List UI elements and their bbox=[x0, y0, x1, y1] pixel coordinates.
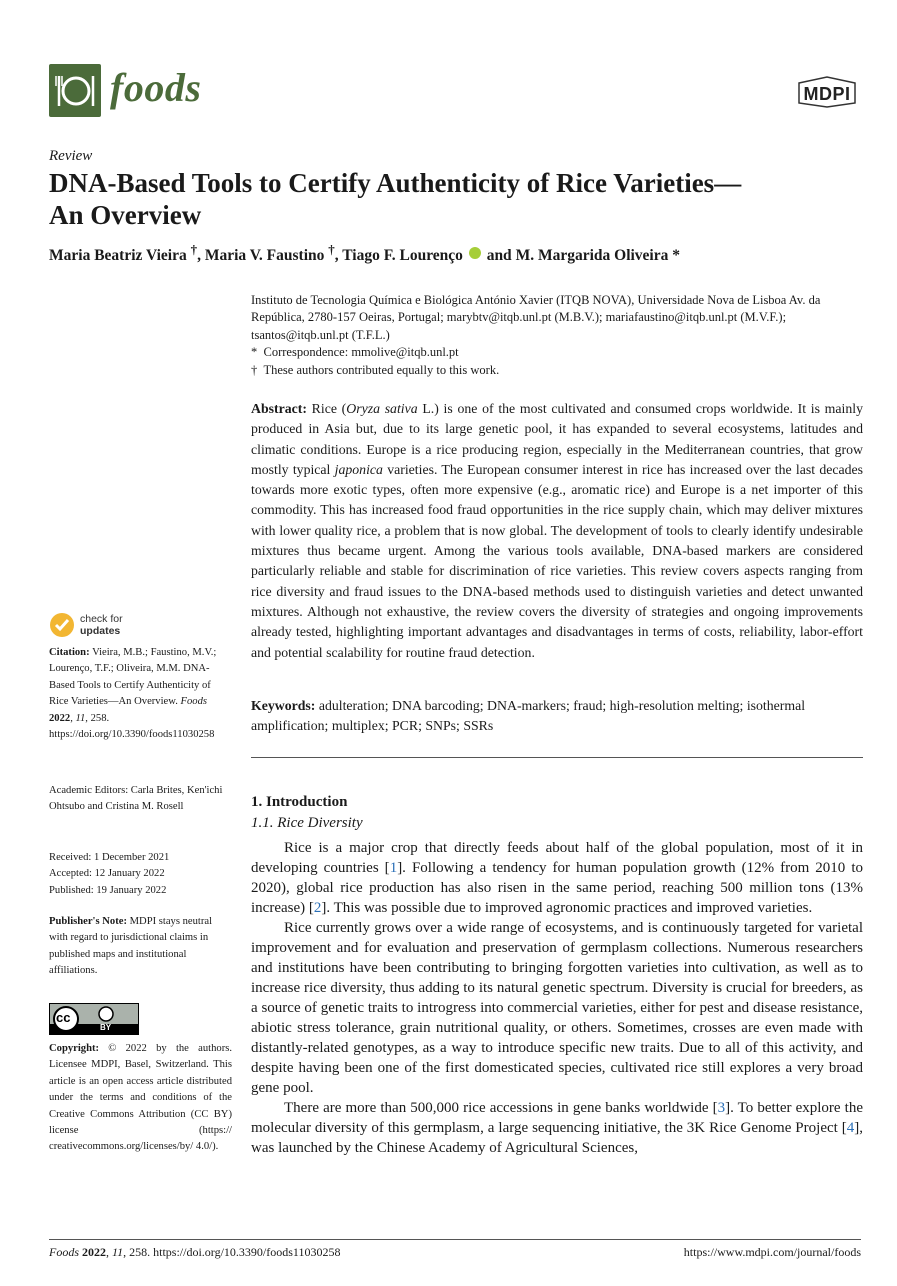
author-name[interactable]: Tiago F. Lourenço bbox=[342, 247, 463, 265]
citation-label: Citation: bbox=[49, 647, 90, 658]
keywords-label: Keywords: bbox=[251, 698, 316, 713]
body-paragraph bbox=[251, 1098, 863, 1158]
correspondence-mark: * bbox=[251, 345, 258, 360]
author-name[interactable]: Maria Beatriz Vieira bbox=[49, 247, 187, 265]
citation-text: Vieira, M.B.; Faustino, M.V.; Lourenço, T.F.; Oliveira, M.M. DNA-Based Tools to Certify Authenticity of Rice Varieties—An Overview. bbox=[49, 647, 217, 708]
reference-link[interactable]: 2 bbox=[313, 900, 322, 916]
body-text-run: ], was launched by the Chinese Academy of Agricultural Sciences, bbox=[251, 1120, 863, 1156]
abstract-text: Rice ( bbox=[311, 401, 347, 416]
abstract-label: Abstract: bbox=[251, 401, 307, 416]
copyright-label: Copyright: bbox=[49, 1043, 100, 1054]
published-date: Published: 19 January 2022 bbox=[49, 884, 167, 896]
article-type: Review bbox=[49, 148, 93, 164]
body-text-run: Rice is a major crop that directly feeds about half of the global population, most of it in developing countries [ bbox=[251, 840, 863, 876]
section-divider bbox=[251, 757, 863, 758]
abstract-species: Oryza sativa bbox=[346, 401, 418, 416]
publisher-note-label: Publisher's Note: bbox=[49, 916, 127, 927]
footer-citation: Foods 2022, 11, 258. https://doi.org/10.3390/foods11030258 bbox=[49, 1245, 341, 1259]
reference-link[interactable]: 3 bbox=[717, 1100, 726, 1116]
copyright-block bbox=[49, 1041, 232, 1156]
by-label: BY bbox=[100, 1023, 112, 1032]
section-heading: 1. Introduction bbox=[251, 794, 348, 810]
footer-year: 2022 bbox=[82, 1245, 106, 1259]
citation-block: Citation: Vieira, M.B.; Faustino, M.V.; Lourenço, T.F.; Oliveira, M.M. DNA-Based Tools to Certify Authenticity of Rice Varieties—An Overview. Foods 2022, 11, 258. https://doi.org/10.3390/foods11030258 bbox=[49, 647, 217, 741]
body-text-run: There are more than 500,000 rice accessions in gene banks worldwide [ bbox=[284, 1100, 718, 1116]
journal-logo-icon bbox=[49, 64, 101, 117]
check-updates-line: updates bbox=[80, 625, 121, 637]
check-updates-icon[interactable] bbox=[49, 612, 75, 638]
affiliation-text: Instituto de Tecnologia Química e Biológica António Xavier (ITQB NOVA), Universidade Nova de Lisboa Av. da República, 2780-157 Oeiras, Portugal; marybtv@itqb.unl.pt (M.B.V.); mariafaustino@itqb.unl.pt (M.V.F.); tsantos@itqb.unl.pt (T.F.L.) bbox=[251, 293, 821, 342]
abstract-text: L.) is one of the most cultivated and consumed crops worldwide. It is mainly produced in Asia but, due to its large genetic pool, it has expanded to several ecosystems, latitudes and climatic conditions. Europe is a rice producing region, especially in the Mediterranean countries, that grow mostly typical bbox=[251, 401, 863, 477]
abstract-text: varieties. The European consumer interest in rice has increased over the last decades towards more exotic types, often more expensive (e.g., aromatic rice) and Europe is a net importer of this commodity. This has increased food fraud opportunities in the rice supply chain, which may deliver mixtures with lower quality rice, a problem that is now global. The development of tools to clearly identify undesirable mixtures thus became urgent. Among the various tools available, DNA-based markers are considered particularly reliable and stable for discrimination of rice varieties. This review covers aspects ranging from rice diversity and fraud issues to the DNA-based methods used to distinguish varieties and detect unwanted mixtures. Although not exhaustive, the review covers the diversity of strategies and ongoing improvements already tested, highlighting important advantages and disadvantages in terms of costs, reliability, labor-effort and potential scalability for routine fraud detection. bbox=[251, 461, 863, 660]
publisher-note bbox=[49, 914, 232, 980]
body-paragraph bbox=[251, 838, 863, 918]
journal-name: foods bbox=[110, 65, 202, 110]
orcid-icon[interactable] bbox=[469, 247, 481, 259]
footer-volume: 11 bbox=[112, 1245, 124, 1259]
abstract-italic-term: japonica bbox=[334, 461, 383, 477]
cc-label: cc bbox=[56, 1010, 71, 1025]
author-conjunction: and bbox=[486, 247, 512, 265]
footer-journal: Foods bbox=[49, 1245, 79, 1259]
cc-by-license-icon[interactable] bbox=[49, 1003, 139, 1035]
article-title: DNA-Based Tools to Certify Authenticity of Rice Varieties—An Overview bbox=[49, 168, 742, 230]
publisher-logo bbox=[793, 75, 861, 109]
dates-block bbox=[49, 850, 232, 899]
reference-link[interactable]: 4 bbox=[846, 1120, 855, 1136]
reference-link[interactable]: 1 bbox=[389, 860, 398, 876]
publisher-note-text: MDPI stays neutral with regard to jurisdictional claims in published maps and institutional affiliations. bbox=[49, 916, 213, 977]
accepted-date: Accepted: 12 January 2022 bbox=[49, 868, 165, 880]
affiliation-block bbox=[251, 292, 863, 379]
correspondence-mark: * bbox=[672, 247, 680, 265]
keywords-text: adulteration; DNA barcoding; DNA-markers; fraud; high-resolution melting; isothermal amplification; multiplex; PCR; SNPs; SSRs bbox=[251, 698, 806, 734]
citation-journal: Foods bbox=[180, 696, 207, 708]
body-text-run: ]. Following a tendency for human population growth (12% from 2010 to 2020), global rice production has also risen in the same period, reaching 500 million tons (13% increase) [ bbox=[251, 860, 863, 916]
author-name[interactable]: M. Margarida Oliveira bbox=[515, 247, 669, 265]
equal-contribution-mark: † bbox=[251, 362, 258, 377]
copyright-text: © 2022 by the authors. Licensee MDPI, Basel, Switzerland. This article is an open access article distributed under the terms and conditions of the Creative Commons Attribution (CC BY) license (https:// creativecommons.org/licenses/by/ 4.0/). bbox=[49, 1043, 232, 1153]
author-name[interactable]: Maria V. Faustino bbox=[204, 247, 325, 265]
received-date: Received: 1 December 2021 bbox=[49, 852, 170, 863]
footer-divider bbox=[49, 1239, 861, 1240]
citation-year: 2022 bbox=[49, 712, 71, 724]
body-text-run: ]. To better explore the molecular diversity of this germplasm, a large sequencing initiative, the 3K Rice Genome Project [ bbox=[251, 1100, 863, 1136]
subsection-heading: 1.1. Rice Diversity bbox=[251, 815, 363, 831]
check-updates-button[interactable] bbox=[80, 613, 123, 637]
citation-volume: 11 bbox=[75, 712, 86, 724]
correspondence-note: Correspondence: mmolive@itqb.unl.pt bbox=[263, 345, 459, 360]
equal-contribution-mark: † bbox=[190, 242, 198, 257]
publisher-name: MDPI bbox=[803, 84, 851, 104]
equal-contribution-note: These authors contributed equally to this work. bbox=[263, 362, 500, 377]
keywords bbox=[251, 696, 863, 737]
equal-contribution-mark: † bbox=[328, 242, 335, 257]
abstract bbox=[251, 399, 863, 663]
footer-doi[interactable]: , 258. https://doi.org/10.3390/foods11030258 bbox=[123, 1245, 341, 1259]
check-updates-line: check for bbox=[80, 613, 123, 625]
body-paragraph: Rice currently grows over a wide range of ecosystems, and is continuously targeted for varietal improvement and for evaluation and preservation of germplasm collections. Numerous researchers and institutions have been contributing to bringing forgotten varieties into cultivation, as well as to increase rice diversity, thus adding to its natural genetic spectrum. Diversity is crucial for breeders, as a source of genetic traits to introgress into commercial varieties, either for pest and disease resistance, abiotic stress tolerance, grain nutritional quality, or others. Sometimes, crosses are even made with distantly-related genotypes, as a way to introduce specific new traits. Due to all of this activity, and despite having been one of the first domesticated species, cultivated rice still explores a very broad gene pool. bbox=[251, 920, 863, 1096]
body-text bbox=[251, 838, 863, 1158]
footer-journal-url[interactable]: https://www.mdpi.com/journal/foods bbox=[683, 1245, 861, 1259]
body-text-run: ]. This was possible due to improved agronomic practices and improved varieties. bbox=[321, 900, 813, 916]
academic-editors: Academic Editors: Carla Brites, Ken'ichi Ohtsubo and Cristina M. Rosell bbox=[49, 785, 223, 813]
author-list: Maria Beatriz Vieira †, Maria V. Faustino †, Tiago F. Lourenço and M. Margarida Oliveira * bbox=[49, 242, 680, 265]
citation-doi[interactable]: , 258. https://doi.org/10.3390/foods11030258 bbox=[49, 712, 215, 741]
